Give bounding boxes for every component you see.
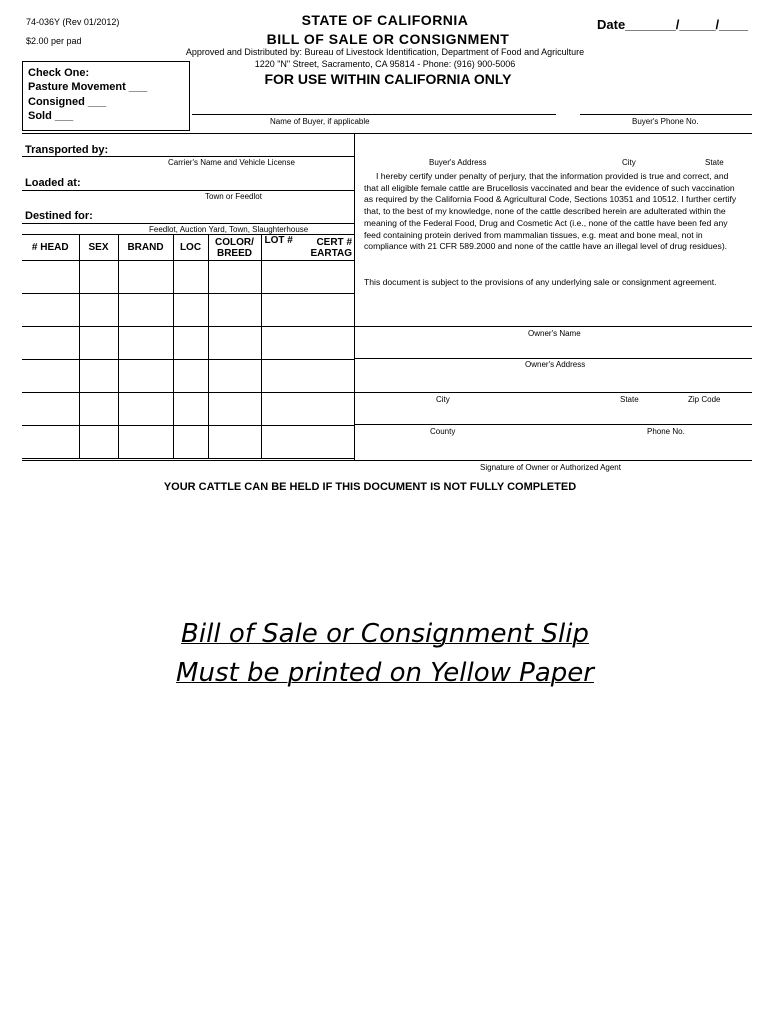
owner-county-label: County <box>430 427 456 436</box>
table-cell[interactable] <box>118 294 173 327</box>
table-cell[interactable] <box>79 327 118 360</box>
table-cell[interactable] <box>22 360 79 393</box>
owner-city-label: City <box>436 395 450 404</box>
use-notice: FOR USE WITHIN CALIFORNIA ONLY <box>264 71 512 87</box>
buyer-name-line[interactable] <box>192 114 556 115</box>
agreement-text: This document is subject to the provisions of any underlying sale or consignment agreement. <box>364 277 717 287</box>
owner-state-label: State <box>620 395 639 404</box>
owner-phone-label: Phone No. <box>647 427 685 436</box>
table-cell[interactable] <box>118 327 173 360</box>
sex-header: SEX <box>79 235 118 261</box>
transported-line[interactable] <box>22 156 354 157</box>
table-cell[interactable] <box>22 393 79 426</box>
buyer-phone-line[interactable] <box>580 114 752 115</box>
table-cell[interactable] <box>173 360 208 393</box>
date-field[interactable]: Date_______/_____/____ <box>597 17 749 32</box>
color-breed-header: COLOR/ BREED <box>208 235 261 261</box>
table-cell[interactable] <box>22 294 79 327</box>
owner-name-label: Owner's Name <box>528 329 581 338</box>
table-cell[interactable] <box>261 426 355 459</box>
table-cell[interactable] <box>208 261 261 294</box>
owner-zip-label: Zip Code <box>688 395 721 404</box>
table-cell[interactable] <box>173 327 208 360</box>
sold-option[interactable]: Sold ___ <box>28 109 74 122</box>
table-cell[interactable] <box>118 360 173 393</box>
table-cell[interactable] <box>208 393 261 426</box>
cattle-table-row <box>22 426 355 459</box>
consigned-option[interactable]: Consigned ___ <box>28 95 107 108</box>
table-cell[interactable] <box>79 360 118 393</box>
table-cell[interactable] <box>261 327 355 360</box>
table-cell[interactable] <box>261 393 355 426</box>
loaded-line[interactable] <box>22 190 354 191</box>
table-cell[interactable] <box>261 294 355 327</box>
address-line: 1220 "N" Street, Sacramento, CA 95814 - Phone: (916) 900-5006 <box>254 59 516 69</box>
table-cell[interactable] <box>261 261 355 294</box>
table-cell[interactable] <box>79 261 118 294</box>
signature-label: Signature of Owner or Authorized Agent <box>480 463 621 472</box>
table-cell[interactable] <box>22 426 79 459</box>
warning-text: YOUR CATTLE CAN BE HELD IF THIS DOCUMENT IS NOT FULLY COMPLETED <box>163 481 577 493</box>
price-label: $2.00 per pad <box>26 36 82 46</box>
table-cell[interactable] <box>79 393 118 426</box>
table-cell[interactable] <box>208 426 261 459</box>
table-cell[interactable] <box>173 426 208 459</box>
destined-label: Destined for: <box>25 210 93 222</box>
buyer-city-label: City <box>622 158 636 167</box>
brand-header: BRAND <box>118 235 173 261</box>
cattle-table-row <box>22 327 355 360</box>
yellow-paper-note-line2: Must be printed on Yellow Paper <box>176 658 594 688</box>
pasture-movement-option[interactable]: Pasture Movement ___ <box>28 81 148 94</box>
owner-county-line[interactable] <box>355 424 752 425</box>
check-one-group <box>28 66 147 123</box>
buyer-name-label: Name of Buyer, if applicable <box>270 117 370 126</box>
cert-eartag-header: CERT # EARTAG <box>297 235 355 261</box>
table-cell[interactable] <box>208 294 261 327</box>
table-cell[interactable] <box>79 426 118 459</box>
form-title: BILL OF SALE OR CONSIGNMENT <box>266 31 510 47</box>
loc-header: LOC <box>173 235 208 261</box>
approved-line: Approved and Distributed by: Bureau of Livestock Identification, Department of Food and Agriculture <box>185 47 585 57</box>
destination-caption: Feedlot, Auction Yard, Town, Slaughterhouse <box>149 225 309 234</box>
table-cell[interactable] <box>173 393 208 426</box>
lot-header: LOT # <box>261 235 297 261</box>
signature-line[interactable] <box>22 460 752 461</box>
carrier-caption: Carrier's Name and Vehicle License <box>168 158 295 167</box>
buyer-phone-label: Buyer's Phone No. <box>632 117 699 126</box>
table-cell[interactable] <box>208 327 261 360</box>
owner-address-line[interactable] <box>355 358 752 359</box>
table-cell[interactable] <box>173 294 208 327</box>
owner-city-line[interactable] <box>355 392 752 393</box>
state-title: STATE OF CALIFORNIA <box>301 12 469 28</box>
buyer-address-label: Buyer's Address <box>429 158 487 167</box>
transported-label: Transported by: <box>25 144 109 156</box>
form-number: 74-036Y (Rev 01/2012) <box>26 17 120 27</box>
table-cell[interactable] <box>22 261 79 294</box>
owner-address-label: Owner's Address <box>525 360 586 369</box>
head-header: # HEAD <box>22 235 79 261</box>
town-caption: Town or Feedlot <box>205 192 262 201</box>
section-divider <box>22 133 752 134</box>
table-cell[interactable] <box>22 327 79 360</box>
buyer-state-label: State <box>705 158 724 167</box>
yellow-paper-note-line1: Bill of Sale or Consignment Slip <box>181 619 589 649</box>
table-cell[interactable] <box>208 360 261 393</box>
cattle-table <box>22 234 355 459</box>
table-cell[interactable] <box>261 360 355 393</box>
table-cell[interactable] <box>173 261 208 294</box>
table-cell[interactable] <box>118 426 173 459</box>
certification-text: I hereby certify under penalty of perjury, that the information provided is true and correct, and that all eligible female cattle are Brucellosis vaccinated and bear the evidence of such vaccination as required by the California Food & Agricultural Code, Sections 10351 and 10512. I further certify that, to the best of my knowledge, none of the cattle described herein are adulterated within the meaning of the Federal Food, Drug and Cosmetic Act (i.e., none of the cattle have been fed any feed containing protein derived from mammalian tissues, e.g. meat and bone meal, not in compliance with 21 CFR 589.2000 and none of the cattle have an illegal level of drug residues). <box>364 171 737 252</box>
cattle-table-header <box>22 235 355 261</box>
cattle-table-row <box>22 393 355 426</box>
destined-line[interactable] <box>22 223 354 224</box>
cattle-table-row <box>22 294 355 327</box>
owner-name-line[interactable] <box>355 326 752 327</box>
check-one-title: Check One: <box>28 67 90 79</box>
table-cell[interactable] <box>118 393 173 426</box>
table-cell[interactable] <box>118 261 173 294</box>
loaded-label: Loaded at: <box>25 177 81 189</box>
table-cell[interactable] <box>79 294 118 327</box>
cattle-table-row <box>22 360 355 393</box>
cattle-table-row <box>22 261 355 294</box>
